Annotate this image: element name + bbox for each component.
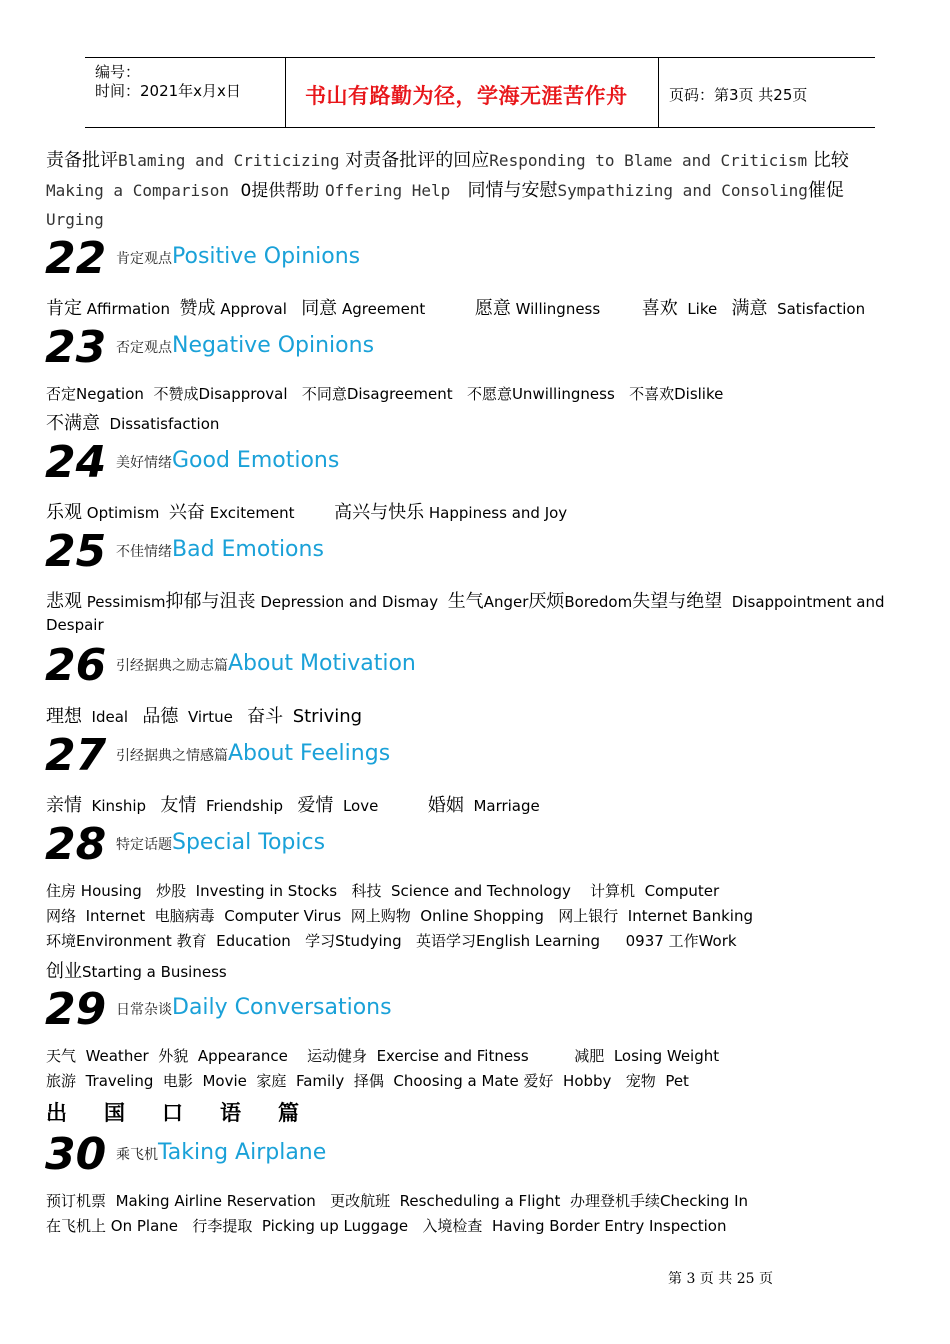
- section-number: 30: [45, 1129, 107, 1180]
- term-en: Excitement: [209, 504, 295, 522]
- term-row: [46, 930, 737, 951]
- section-title-zh: 引经据典之情感篇: [116, 748, 228, 764]
- section-title-zh: 引经据典之励志篇: [116, 658, 228, 674]
- header-page-label: 页码：第3页 共25页: [669, 86, 808, 104]
- term-zh: 婚姻: [427, 795, 464, 816]
- section-title: [116, 537, 324, 562]
- term-en: Computer Virus: [224, 907, 342, 925]
- term-zh: 否定: [46, 385, 77, 403]
- term-en: Pet: [665, 1072, 689, 1090]
- term-zh: 赞成: [179, 298, 216, 319]
- term-en: Disappointment and: [731, 593, 885, 611]
- section-title-en: Positive Opinions: [172, 244, 361, 269]
- term-zh: 炒股: [156, 882, 187, 900]
- term-row: [46, 1045, 719, 1066]
- term-zh: 天气: [46, 1047, 77, 1065]
- term-en: Pessimism: [86, 593, 166, 611]
- term-zh: 不赞成: [153, 385, 199, 403]
- section-title-en: Special Topics: [172, 830, 326, 855]
- intro-line-1: [46, 146, 849, 176]
- term-zh: 外貌: [158, 1047, 189, 1065]
- term-en: Affirmation: [86, 300, 170, 318]
- term-en: Education: [216, 932, 291, 950]
- section-number: 26: [45, 640, 107, 691]
- section-title-en: About Motivation: [228, 651, 416, 676]
- term-zh: 奋斗: [247, 706, 284, 727]
- term-row: [46, 1215, 726, 1236]
- term-zh: 不满意: [46, 413, 100, 434]
- term-en: On Plane: [110, 1217, 179, 1235]
- term-row: [46, 1070, 689, 1091]
- term-zh: 悲观: [46, 591, 82, 612]
- term-en: Science and Technology: [391, 882, 571, 900]
- section-title: [116, 448, 339, 473]
- term-en: Marriage: [473, 797, 540, 815]
- term-en: Movie: [202, 1072, 247, 1090]
- term-en: Optimism: [86, 504, 160, 522]
- term-zh: 抑郁与沮丧: [165, 591, 256, 612]
- section-title-zh: 日常杂谈: [116, 1002, 172, 1018]
- term-en: Work: [698, 932, 737, 950]
- term-zh: 电影: [162, 1072, 193, 1090]
- term-en: Despair: [46, 616, 104, 634]
- term-en: Exercise and Fitness: [376, 1047, 529, 1065]
- section-title-zh: 不佳情绪: [116, 544, 172, 560]
- term-en: English Learning: [476, 932, 601, 950]
- term-zh: 同情与安慰: [467, 180, 558, 201]
- section-number: 28: [45, 819, 107, 870]
- term-en: Starting a Business: [82, 963, 227, 981]
- term-en: Dislike: [674, 385, 724, 403]
- term-zh: 入境检查: [422, 1217, 483, 1235]
- section-title-zh: 否定观点: [116, 340, 172, 356]
- term-en: Urging: [46, 210, 104, 229]
- term-zh: 品德: [142, 706, 179, 727]
- term-zh: 同意: [301, 298, 338, 319]
- doc-code-label: 编号：: [95, 63, 141, 81]
- heading-char: 语: [220, 1101, 241, 1125]
- term-zh: 爱好: [523, 1072, 554, 1090]
- term-en: Weather: [85, 1047, 149, 1065]
- term-zh: 失望与绝望: [632, 591, 723, 612]
- section-title: [116, 1140, 326, 1165]
- term-zh: 办理登机手续: [569, 1192, 660, 1210]
- term-en: Responding to Blame and Criticism: [489, 151, 808, 170]
- section-number: 25: [45, 526, 107, 577]
- page-footer: 第 3 页 共 25 页: [668, 1271, 773, 1287]
- term-zh: 0937 工作: [625, 932, 699, 950]
- term-zh: 家庭: [256, 1072, 287, 1090]
- term-zh: 学习: [305, 932, 336, 950]
- section-number: 27: [45, 730, 107, 781]
- section-title-zh: 特定话题: [116, 837, 172, 853]
- term-en: Blaming and Criticizing: [118, 151, 340, 170]
- term-zh: 对责备批评的回应: [345, 150, 490, 171]
- heading-char: 国: [104, 1101, 125, 1125]
- term-zh: 爱情: [297, 795, 334, 816]
- term-en: Studying: [335, 932, 402, 950]
- term-zh: 英语学习: [415, 932, 476, 950]
- section-number: 24: [45, 437, 107, 488]
- term-zh: 宠物: [625, 1072, 656, 1090]
- term-zh: 网络: [46, 907, 77, 925]
- term-en: Depression and Dismay: [260, 593, 439, 611]
- term-zh: 创业: [46, 961, 82, 982]
- term-zh: 运动健身: [307, 1047, 368, 1065]
- term-zh: 生气: [447, 591, 484, 612]
- header-right-cell: [658, 58, 876, 127]
- term-en: Sympathizing and Consoling: [557, 181, 808, 200]
- term-en: Choosing a Mate: [393, 1072, 519, 1090]
- term-en: Unwillingness: [511, 385, 615, 403]
- section-title-en: Good Emotions: [172, 448, 340, 473]
- term-zh: 网上银行: [558, 907, 619, 925]
- term-row: [46, 616, 104, 634]
- term-en: Rescheduling a Flight: [399, 1192, 561, 1210]
- term-zh: 兴奋: [168, 502, 205, 523]
- term-zh: 满意: [731, 298, 768, 319]
- term-en: Satisfaction: [777, 300, 866, 318]
- term-zh: 环境: [46, 932, 77, 950]
- term-en: Computer: [644, 882, 720, 900]
- term-en: Negation: [76, 385, 144, 403]
- term-en: Agreement: [341, 300, 426, 318]
- header-motto: 书山有路勤为径，学海无涯苦作舟: [305, 83, 628, 108]
- term-row: [46, 702, 362, 728]
- section-title-en: About Feelings: [228, 741, 391, 766]
- term-zh: 预订机票: [46, 1192, 107, 1210]
- term-en: Virtue: [187, 708, 233, 726]
- term-zh: 责备批评: [46, 150, 118, 171]
- term-en: Traveling: [85, 1072, 154, 1090]
- term-en: Boredom: [564, 593, 633, 611]
- term-zh: 网上购物: [350, 907, 411, 925]
- term-en: Love: [342, 797, 379, 815]
- term-row: [46, 905, 753, 926]
- section-number: 29: [45, 984, 107, 1035]
- section-title: [116, 995, 392, 1020]
- term-row: [46, 383, 723, 404]
- term-en: Internet: [85, 907, 146, 925]
- section-title-zh: 美好情绪: [116, 455, 172, 471]
- term-en: Having Border Entry Inspection: [491, 1217, 727, 1235]
- term-zh: 愿意: [474, 298, 511, 319]
- intro-line-3: [46, 205, 104, 235]
- term-zh: 不同意: [301, 385, 347, 403]
- section-heading: [46, 1097, 336, 1127]
- term-zh: 电脑病毒: [154, 907, 215, 925]
- section-title-zh: 乘飞机: [116, 1147, 158, 1163]
- term-en: Online Shopping: [420, 907, 544, 925]
- heading-char: 口: [162, 1101, 183, 1125]
- term-en: Internet Banking: [627, 907, 753, 925]
- intro-line-2: [46, 176, 844, 206]
- term-row: [46, 1190, 748, 1211]
- term-zh: 肯定: [46, 298, 82, 319]
- section-title-en: Bad Emotions: [172, 537, 324, 562]
- term-en: Happiness and Joy: [428, 504, 568, 522]
- term-en: Like: [687, 300, 718, 318]
- term-row: [46, 957, 227, 983]
- section-number: 22: [45, 233, 107, 284]
- term-en: Offering Help: [325, 181, 451, 200]
- term-zh: 教育: [176, 932, 207, 950]
- term-zh: 友情: [160, 795, 197, 816]
- term-zh: 择偶: [353, 1072, 384, 1090]
- doc-time-label: 时间：2021年x月x日: [95, 82, 241, 100]
- term-en: Making Airline Reservation: [115, 1192, 316, 1210]
- section-title: [116, 741, 390, 766]
- term-zh: 亲情: [46, 795, 82, 816]
- term-zh: 0提供帮助: [240, 181, 320, 201]
- term-en: Approval: [220, 300, 287, 318]
- section-title-zh: 肯定观点: [116, 251, 172, 267]
- section-title: [116, 651, 416, 676]
- term-en: Disagreement: [346, 385, 453, 403]
- term-zh: 科技: [351, 882, 382, 900]
- section-title-en: Taking Airplane: [158, 1140, 327, 1165]
- term-row: [46, 409, 219, 435]
- term-zh: 住房: [46, 882, 77, 900]
- term-row: [46, 498, 567, 524]
- term-en: Friendship: [205, 797, 284, 815]
- term-zh: 理想: [46, 706, 82, 727]
- term-en: Kinship: [91, 797, 147, 815]
- term-en: Hobby: [563, 1072, 612, 1090]
- term-en: Checking In: [660, 1192, 749, 1210]
- term-zh: 不愿意: [466, 385, 512, 403]
- heading-char: 篇: [278, 1101, 299, 1125]
- term-zh: 喜欢: [641, 298, 678, 319]
- page-header: [85, 57, 875, 128]
- section-title-en: Daily Conversations: [172, 995, 392, 1020]
- term-zh: 乐观: [46, 502, 82, 523]
- header-left-cell: [85, 58, 286, 127]
- term-en: Dissatisfaction: [109, 415, 220, 433]
- term-en: Disapproval: [198, 385, 288, 403]
- term-zh: 催促: [807, 180, 844, 201]
- term-zh: 更改航班: [330, 1192, 391, 1210]
- term-row: [46, 294, 865, 320]
- term-en: Willingness: [515, 300, 601, 318]
- heading-char: 出: [46, 1101, 67, 1125]
- term-en: Picking up Luggage: [261, 1217, 409, 1235]
- term-en: Striving: [292, 706, 363, 727]
- section-title: [116, 333, 374, 358]
- term-en: Losing Weight: [613, 1047, 720, 1065]
- section-number: 23: [45, 322, 107, 373]
- term-zh: 高兴与快乐: [334, 502, 425, 523]
- term-zh: 行李提取: [192, 1217, 253, 1235]
- term-zh: 减肥: [574, 1047, 605, 1065]
- term-en: Appearance: [197, 1047, 288, 1065]
- term-zh: 不喜欢: [629, 385, 675, 403]
- term-en: Ideal: [91, 708, 129, 726]
- term-en: Making a Comparison: [46, 181, 230, 200]
- section-title: [116, 244, 360, 269]
- term-row: [46, 791, 540, 817]
- term-zh: 计算机: [590, 882, 636, 900]
- term-zh: 旅游: [46, 1072, 77, 1090]
- term-row: [46, 880, 719, 901]
- section-title-en: Negative Opinions: [172, 333, 375, 358]
- term-zh: 厌烦: [528, 591, 565, 612]
- term-en: Environment: [76, 932, 172, 950]
- term-en: Housing: [80, 882, 142, 900]
- term-zh: 比较: [812, 150, 849, 171]
- section-title: [116, 830, 325, 855]
- term-en: Investing in Stocks: [195, 882, 338, 900]
- term-en: Anger: [483, 593, 529, 611]
- term-zh: 在飞机上: [46, 1217, 107, 1235]
- term-en: Family: [295, 1072, 345, 1090]
- term-row: [46, 587, 885, 613]
